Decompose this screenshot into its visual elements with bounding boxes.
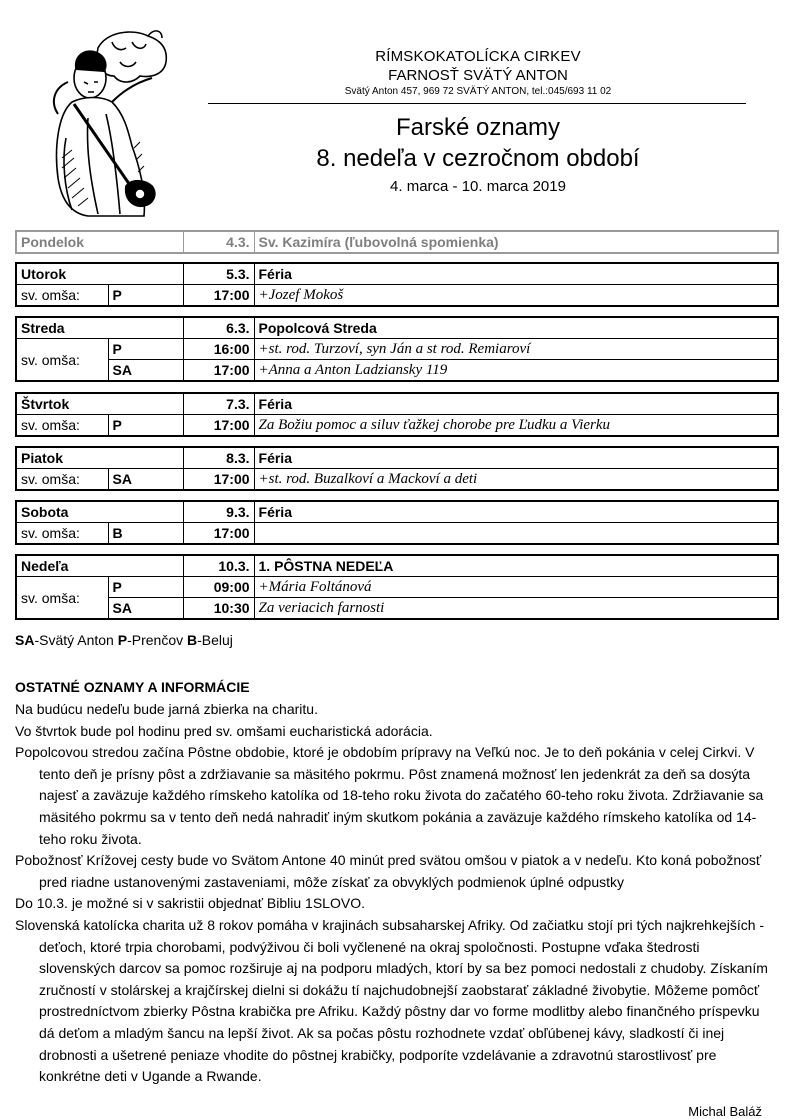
day-date: 9.3. — [183, 501, 254, 523]
day-date: 10.3. — [183, 555, 254, 577]
mass-label: sv. omša: — [16, 415, 108, 437]
parish-logo-illustration — [28, 18, 198, 218]
mass-time: 17:00 — [183, 523, 254, 545]
day-date: 4.3. — [183, 231, 254, 253]
mass-time: 10:30 — [183, 598, 254, 620]
legend-code-b: B — [187, 632, 198, 648]
day-name: Utorok — [16, 263, 183, 285]
announcements-list — [15, 699, 777, 1088]
place-legend — [15, 632, 233, 648]
mass-intention: +st. rod. Buzalkoví a Mackoví a deti — [254, 469, 778, 491]
parish-name: FARNOSŤ SVÄTÝ ANTON — [388, 67, 568, 84]
announcement-item: Pobožnosť Krížovej cesty bude vo Svätom Antone 40 minút pred svätou omšou v piatok a v nedeľu. Kto koná pobožnosť pred riadne ustanovenými zastaveniami, môže získať za obvyklých podmienok úplné odpustky — [15, 852, 762, 890]
parish-church-name: RÍMSKOKATOLÍCKA CIRKEV — [375, 48, 581, 65]
day-date: 8.3. — [183, 447, 254, 469]
mass-label: sv. omša: — [16, 577, 108, 620]
day-sunday — [15, 554, 779, 620]
day-friday — [15, 446, 779, 491]
mass-place: SA — [108, 469, 183, 491]
announcement-item: Na budúcu nedeľu bude jarná zbierka na charitu. — [15, 701, 318, 717]
legend-name-b: -Beluj — [197, 632, 233, 648]
day-name: Piatok — [16, 447, 183, 469]
day-name: Štvrtok — [16, 393, 183, 415]
mass-time: 17:00 — [183, 285, 254, 307]
announcement-item: Do 10.3. je možné si v sakristii objednať Bibliu 1SLOVO. — [15, 895, 365, 912]
legend-code-p: P — [117, 632, 128, 648]
mass-label: sv. omša: — [16, 285, 108, 307]
announcements-heading: OSTATNÉ OZNAMY A INFORMÁCIE — [15, 679, 250, 695]
day-date: 7.3. — [183, 393, 254, 415]
mass-place: P — [108, 285, 183, 307]
signature: Michal Baláž — [688, 1104, 762, 1119]
header-divider — [208, 103, 746, 104]
mass-label: sv. omša: — [16, 469, 108, 491]
mass-label: sv. omša: — [16, 339, 108, 382]
mass-intention: +st. rod. Turzoví, syn Ján a st rod. Remiaroví — [254, 339, 778, 360]
day-name: Nedeľa — [16, 555, 183, 577]
day-monday — [15, 230, 779, 254]
mass-place: SA — [108, 360, 183, 382]
announcement-item: Popolcovou stredou začína Pôstne obdobie, ktoré je obdobím prípravy na Veľkú noc. Je to deň pokánia v celej Cirkvi. V tento deň je prísny pôst a zdržiavanie sa mäsitého pokrmu. Pôst znamená možnosť len jedenkrát za deň sa dosýta najesť a zaväzuje každého rímskeho katolíka od 18-teho roku života do začatého 60-teho roku života. Zdržiavanie sa mäsitého pokrmu sa v tento deň nedá nahradiť iným skutkom pokánia a zaväzuje každého rímskeho katolíka od 14-teho roku života. — [15, 744, 764, 847]
mass-intention: +Anna a Anton Ladziansky 119 — [254, 360, 778, 382]
mass-place: B — [108, 523, 183, 545]
date-range: 4. marca - 10. marca 2019 — [390, 178, 566, 195]
mass-intention: +Jozef Mokoš — [254, 285, 778, 307]
mass-time: 09:00 — [183, 577, 254, 598]
mass-time: 17:00 — [183, 415, 254, 437]
day-feast: Féria — [254, 447, 778, 469]
day-name: Sobota — [16, 501, 183, 523]
mass-time: 17:00 — [183, 469, 254, 491]
mass-label: sv. omša: — [16, 523, 108, 545]
legend-name-p: -Prenčov — [127, 632, 187, 648]
day-date: 5.3. — [183, 263, 254, 285]
page-subtitle: 8. nedeľa v cezročnom období — [316, 145, 640, 172]
day-feast: 1. PÔSTNA NEDEĽA — [254, 555, 778, 577]
day-feast: Féria — [254, 263, 778, 285]
day-wednesday — [15, 316, 779, 382]
parish-address: Svätý Anton 457, 969 72 SVÄTÝ ANTON, tel.:045/693 11 02 — [344, 86, 612, 97]
day-date: 6.3. — [183, 317, 254, 339]
mass-place: P — [108, 577, 183, 598]
day-feast: Sv. Kazimíra (ľubovolná spomienka) — [254, 231, 778, 253]
mass-place: SA — [108, 598, 183, 620]
mass-place: P — [108, 339, 183, 360]
mass-time: 16:00 — [183, 339, 254, 360]
day-tuesday — [15, 262, 779, 307]
mass-intention — [254, 523, 778, 545]
day-saturday — [15, 500, 779, 545]
mass-intention: +Mária Foltánová — [254, 577, 778, 598]
day-feast: Féria — [254, 501, 778, 523]
day-thursday — [15, 392, 779, 437]
mass-place: P — [108, 415, 183, 437]
announcement-item: Vo štvrtok bude pol hodinu pred sv. omšami eucharistická adorácia. — [15, 722, 433, 739]
day-feast: Popolcová Streda — [254, 317, 778, 339]
page-title: Farské oznamy — [395, 114, 561, 141]
mass-time: 17:00 — [183, 360, 254, 382]
legend-code-sa: SA — [15, 632, 35, 648]
day-feast: Féria — [254, 393, 778, 415]
day-name: Streda — [16, 317, 183, 339]
day-name: Pondelok — [16, 231, 183, 253]
mass-intention: Za Božiu pomoc a siluv ťažkej chorobe pre Ľudku a Vierku — [254, 415, 778, 437]
announcement-item: Slovenská katolícka charita už 8 rokov pomáha v krajinách subsaharskej Afriky. Od začiatku stojí pri tých najkrehkejších - deťoch, ktoré trpia chorobami, podvýživou či boli vyčlenené na okraj spoločnosti. Postupne vďaka štedrosti slovenských darcov sa pomoc rozširuje aj na podporu mladých, ktorí by sa bez pomoci nedostali z chudoby. Získaním zručností v stolárskej a krajčírskej dielni si dokážu tí najchudobnejší zaobstarať základné živobytie. Môžeme pomôcť prostredníctvom zbierky Pôstna krabička pre Afriku. Každý pôstny dar vo forme modlitby alebo finančného príspevku dá deťom a mladým šancu na lepší život. Ak sa počas pôstu rozhodnete vzdať obľúbenej kávy, sladkostí či inej drobnosti a ušetrené peniaze vhodite do pôstnej krabičky, podporíte vzdelávanie a zdravotnú starostlivosť pre konkrétne deti v Ugande a Rwande. — [15, 916, 768, 1085]
legend-name-sa: -Svätý Anton — [34, 632, 118, 648]
mass-intention: Za veriacich farnosti — [254, 598, 778, 620]
